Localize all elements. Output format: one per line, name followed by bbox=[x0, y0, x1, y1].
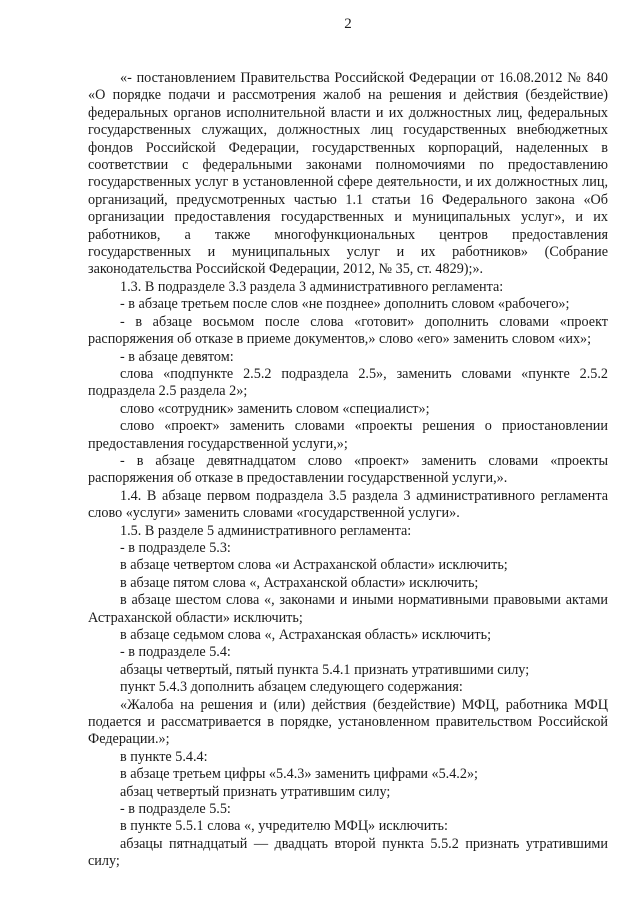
paragraph-5-4-1: абзацы четвертый, пятый пункта 5.4.1 признать утратившими силу; bbox=[120, 661, 530, 678]
paragraph-5-3-item-5: в абзаце пятом слова «, Астраханской области» исключить; bbox=[120, 574, 479, 591]
paragraph-5-5-1: в пункте 5.5.1 слова «, учредителю МФЦ» исключить: bbox=[120, 818, 448, 835]
paragraph-1-3-item-9-c: слово «проект» заменить словами «проекты решения о приостановлении предоставления государственной услуги,»; bbox=[88, 418, 608, 452]
paragraph-1-3: 1.3. В подразделе 3.3 раздела 3 административного регламента: bbox=[120, 278, 504, 295]
paragraph-1-3-item-8: - в абзаце восьмом после слова «готовит» дополнить словами «проект распоряжения об отказе в приеме документов,» слово «его» заменить словом «их»; bbox=[88, 313, 608, 348]
page-number: 2 bbox=[344, 16, 352, 32]
paragraph-1-3-item-9-a: слова «подпункте 2.5.2 подраздела 2.5», заменить словами «пункте 2.5.2 подраздела 2.5 раздела 2»; bbox=[88, 365, 608, 400]
paragraph-5-4-3: пункт 5.4.3 дополнить абзацем следующего содержания: bbox=[120, 679, 463, 696]
paragraph-5-4-3-quote: «Жалоба на решения и (или) действия (бездействие) МФЦ, работника МФЦ подается и рассматривается в порядке, установленном правительством Российской Федерации.»; bbox=[88, 696, 608, 748]
paragraph-5-3-item-4: в абзаце четвертом слова «и Астраханской области» исключить; bbox=[120, 557, 508, 574]
paragraph-1-5-sub-5-5: - в подразделе 5.5: bbox=[120, 801, 231, 818]
paragraph-1-3-item-9-b: слово «сотрудник» заменить словом «специалист»; bbox=[120, 400, 430, 417]
paragraph-5-4-4: в пункте 5.4.4: bbox=[120, 748, 208, 765]
paragraph-decree-reference: «- постановлением Правительства Российской Федерации от 16.08.2012 № 840 «О порядке подачи и рассмотрения жалоб на решения и действия (бездействие) федеральных органов исполнительной власти и их должностных лиц, федеральных государственных служащих, должностных лиц государственных внебюджетных фондов Российской Федерации, государственных корпораций, наделенных в соответствии с федеральными законами полномочиями по предоставлению государственных услуг в установленной сфере деятельности, и их должностных лиц, организаций, предусмотренных частью 1.1 статьи 16 Федерального закона «Об организации предоставления государственных и муниципальных услуг», и их работников, а также многофункциональных центров предоставления государственных и муниципальных услуг и их работников» (Собрание законодательства Российской Федерации, 2012, № 35, ст. 4829);». bbox=[88, 70, 608, 278]
paragraph-1-5-sub-5-3: - в подразделе 5.3: bbox=[120, 539, 231, 556]
paragraph-5-4-4-item-4: абзац четвертый признать утратившим силу; bbox=[120, 783, 391, 800]
paragraph-5-5-2: абзацы пятнадцатый — двадцать второй пункта 5.5.2 признать утратившими силу; bbox=[88, 835, 608, 870]
paragraph-1-4: 1.4. В абзаце первом подраздела 3.5 раздела 3 административного регламента слово «услуги» заменить словами «государственной услуги». bbox=[88, 487, 608, 522]
paragraph-5-3-item-7: в абзаце седьмом слова «, Астраханская область» исключить; bbox=[120, 627, 492, 643]
paragraph-5-3-item-6: в абзаце шестом слова «, законами и иными нормативными правовыми актами Астраханской области» исключить; bbox=[88, 592, 608, 626]
paragraph-1-3-item-3: - в абзаце третьем после слов «не позднее» дополнить словом «рабочего»; bbox=[120, 296, 570, 313]
paragraph-5-4-4-item-3: в абзаце третьем цифры «5.4.3» заменить цифрами «5.4.2»; bbox=[120, 766, 478, 783]
paragraph-1-3-item-19: - в абзаце девятнадцатом слово «проект» заменить словами «проекты распоряжения об отказе в предоставлении государственной услуги,». bbox=[88, 452, 608, 487]
paragraph-1-3-item-9: - в абзаце девятом: bbox=[120, 348, 234, 365]
paragraph-1-5: 1.5. В разделе 5 административного регламента: bbox=[120, 522, 412, 539]
paragraph-1-5-sub-5-4: - в подразделе 5.4: bbox=[120, 644, 231, 661]
